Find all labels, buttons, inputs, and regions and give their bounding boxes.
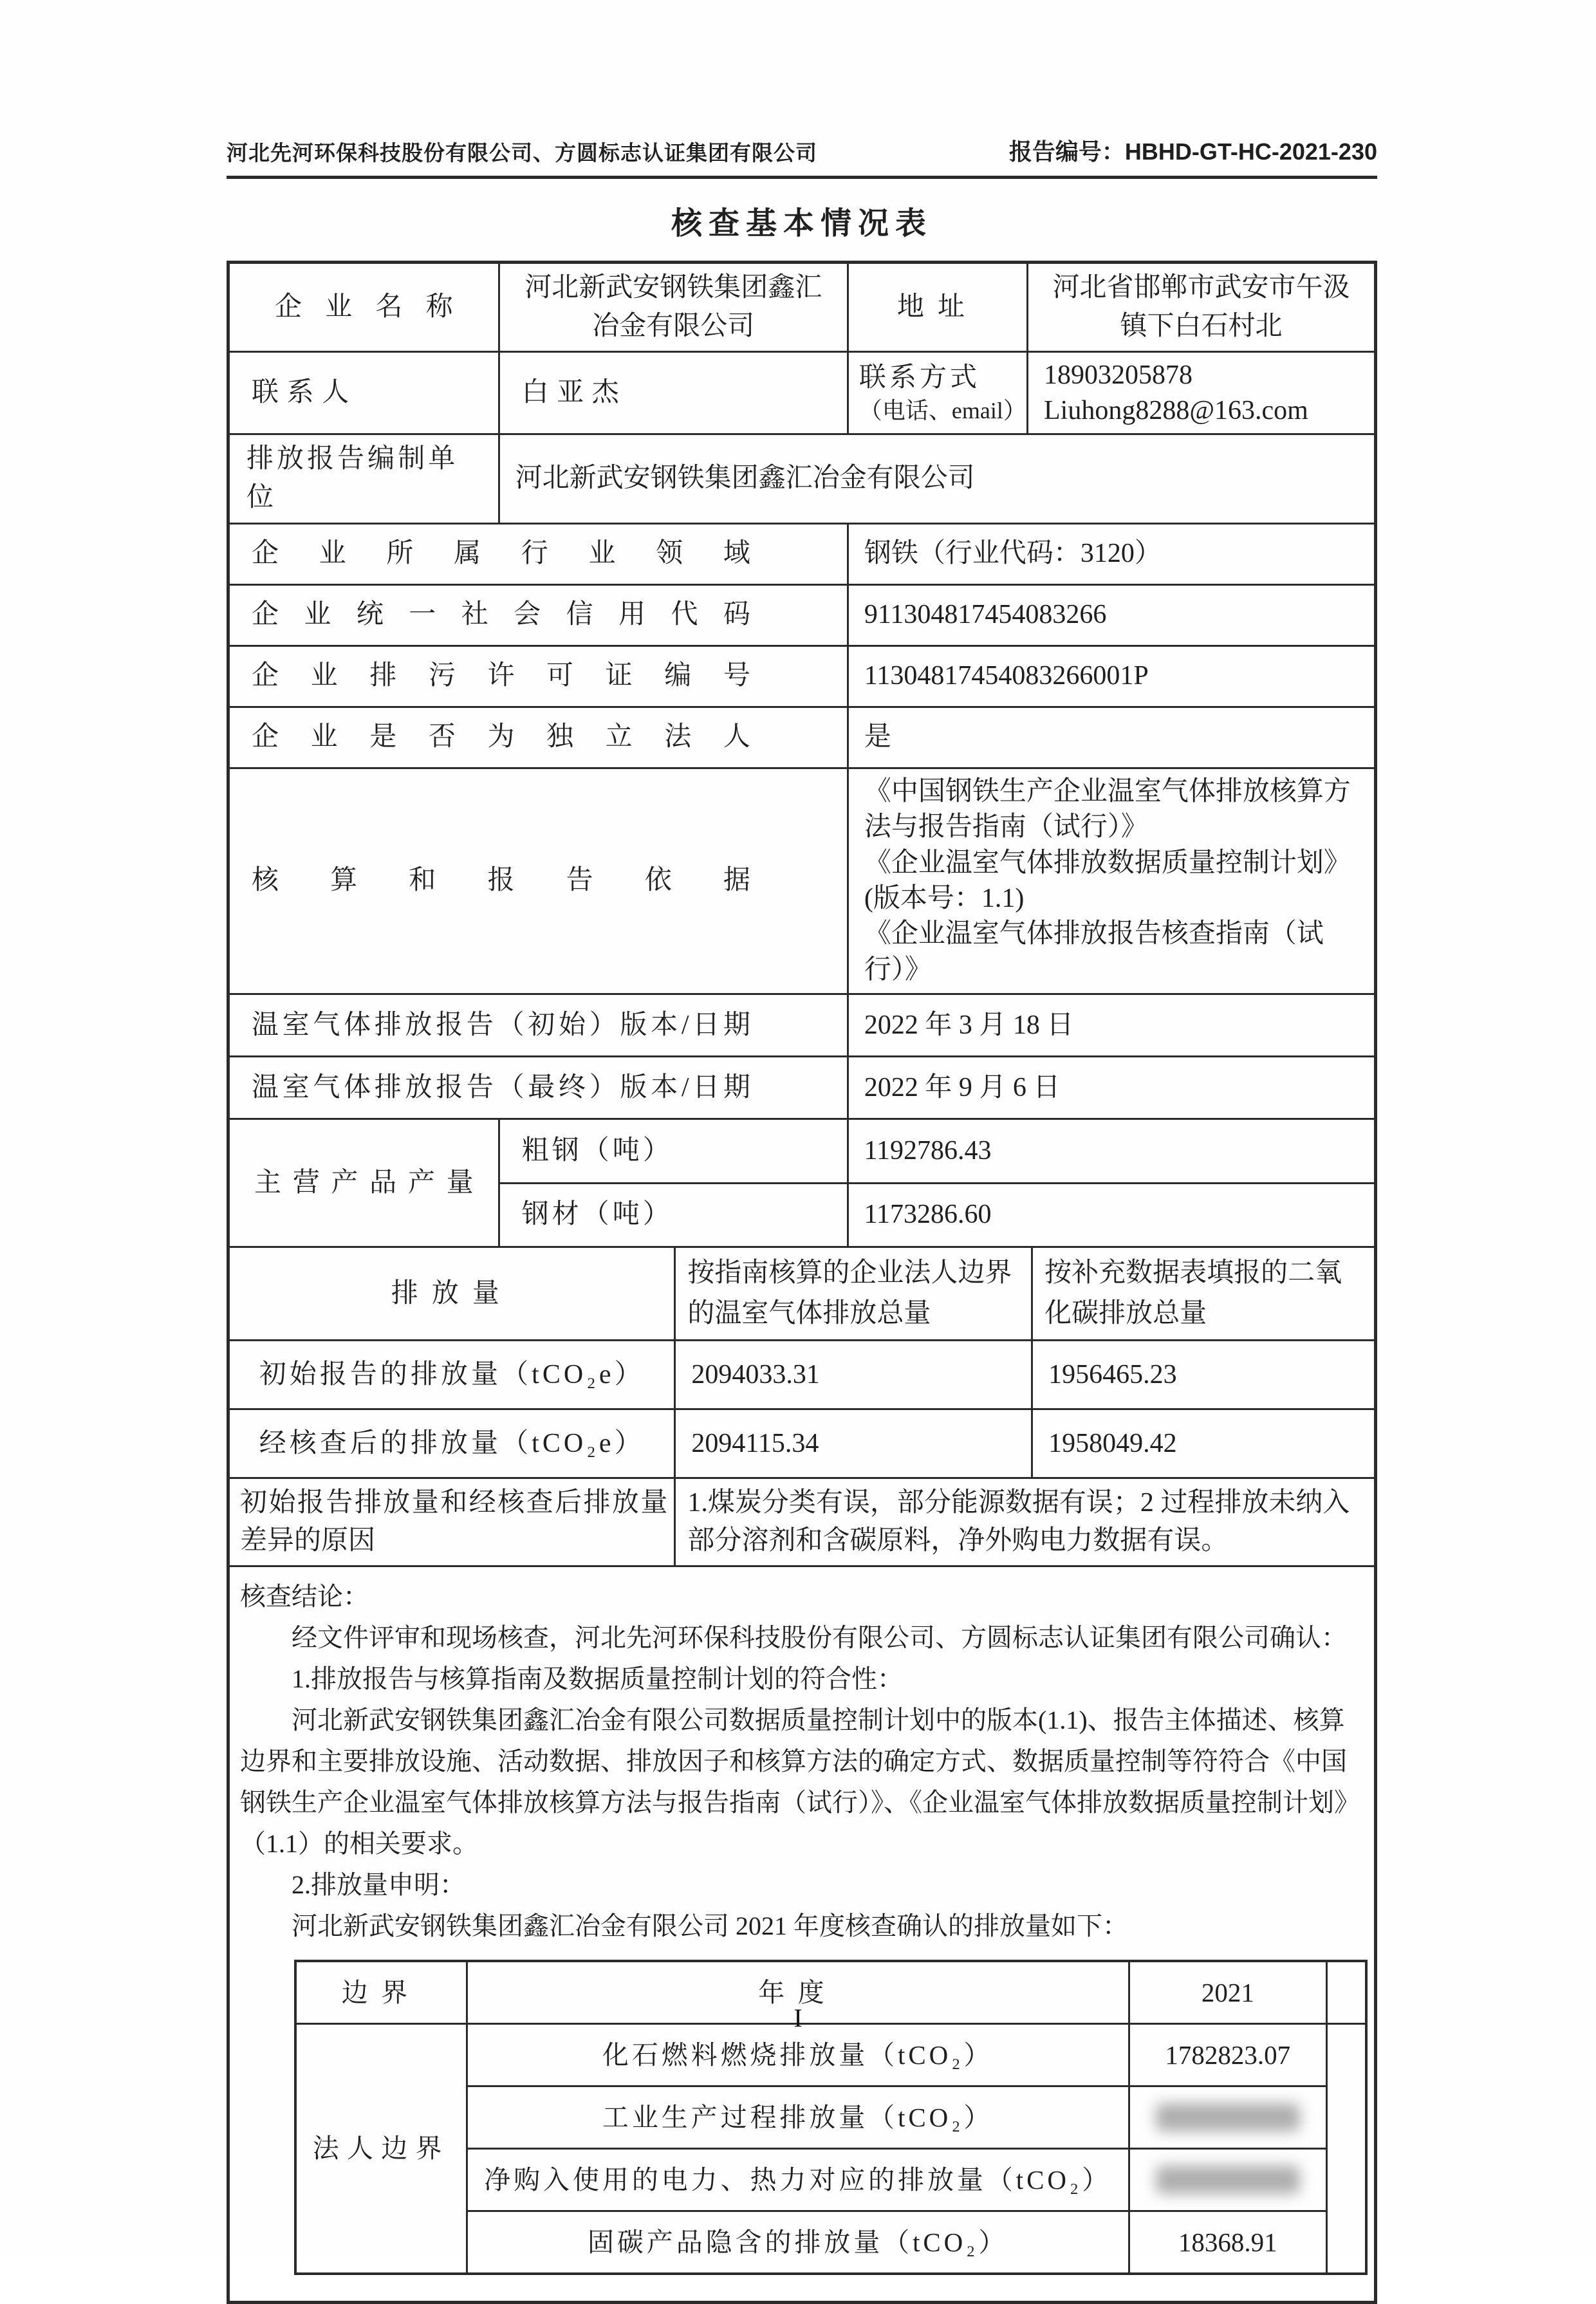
emission-category: 工业生产过程排放量（tCO₂）	[468, 2087, 1130, 2148]
field-value: 河北新武安钢铁集团鑫汇冶金有限公司	[500, 264, 849, 351]
boundary-label: 法人边界	[297, 2025, 468, 2272]
table-row-emissions-header	[230, 1248, 1374, 1341]
table-row	[230, 525, 1374, 586]
annual-rows	[468, 2025, 1328, 2272]
empty-cell	[1328, 2025, 1365, 2272]
contact-phone: 18903205878	[1044, 360, 1193, 391]
field-value: 2022 年 3 月 18 日	[864, 1010, 1074, 1040]
verifier-organizations: 河北先河环保科技股份有限公司、方圆标志认证集团有限公司	[227, 141, 817, 165]
conclusion-paragraph: 河北新武安钢铁集团鑫汇冶金有限公司数据质量控制计划中的版本(1.1)、报告主体描述、核算边界和主要排放设施、活动数据、排放因子和核算方法的确定方式、数据质量控制等符符合《中国钢铁生产企业温室气体排放核算方法与报告指南（试行）》、《企业温室气体排放数据质量控制计划》（1.1）的相关要求。	[240, 1705, 1360, 1858]
field-value: 钢铁（行业代码：3120）	[864, 538, 1162, 568]
field-value: 河北新武安钢铁集团鑫汇冶金有限公司	[515, 463, 975, 494]
report-number	[1009, 134, 1377, 167]
redaction-blur	[1156, 2166, 1300, 2194]
field-label: 联系人	[230, 353, 500, 433]
conclusion-cell	[230, 1567, 1374, 2301]
field-label: 企业统一社会信用代码	[230, 586, 849, 645]
emission-value: 1782823.07	[1130, 2025, 1328, 2085]
table-row	[500, 1120, 1374, 1184]
emission-category: 净购入使用的电力、热力对应的排放量（tCO₂）	[468, 2150, 1130, 2210]
table-row	[468, 2087, 1328, 2150]
field-label: 温室气体排放报告（初始）版本/日期	[230, 995, 849, 1055]
table-row	[230, 1341, 1374, 1410]
field-value	[849, 769, 1374, 994]
field-label: 联系方式 （电话、email）	[849, 353, 1028, 433]
column-header: 按指南核算的企业法人边界的温室气体排放总量	[676, 1248, 1033, 1339]
field-label: 初始报告的排放量（tCO₂e）	[230, 1341, 676, 1408]
table-row	[230, 264, 1374, 353]
column-header: 边界	[297, 1962, 468, 2023]
conclusion-paragraph: 1.排放报告与核算指南及数据质量控制计划的符合性：	[292, 1664, 903, 1693]
table-row	[468, 2150, 1328, 2212]
table-row	[500, 1184, 1374, 1247]
product-name: 钢材（吨）	[500, 1184, 849, 1247]
page-title: 核查基本情况表	[671, 207, 933, 241]
column-header: 2021	[1130, 1962, 1328, 2023]
field-value: 2094033.31	[676, 1341, 1033, 1408]
field-value: 是	[864, 721, 891, 752]
table-body	[297, 2025, 1365, 2272]
document-sheet	[227, 134, 1377, 2304]
field-label: 温室气体排放报告（最终）版本/日期	[230, 1057, 849, 1118]
table-row	[230, 995, 1374, 1057]
emission-value: 18368.91	[1130, 2212, 1328, 2272]
field-value: 白亚杰	[500, 353, 849, 433]
field-label: 企业所属行业领域	[230, 525, 849, 584]
field-label: 地址	[849, 264, 1028, 351]
basis-item: 《中国钢铁生产企业温室气体排放核算方法与报告指南（试行）》	[864, 776, 1351, 842]
emission-value-redacted	[1130, 2087, 1328, 2148]
report-number-label: 报告编号：	[1008, 138, 1125, 165]
field-label: 企业名称	[230, 264, 500, 351]
contact-email: Liuhong8288@163.com	[1044, 395, 1308, 425]
emission-category: 固碳产品隐含的排放量（tCO₂）	[468, 2212, 1130, 2272]
column-header: 按补充数据表填报的二氧化碳排放总量	[1044, 1258, 1342, 1329]
field-value: 1.煤炭分类有误，部分能源数据有误；2 过程排放未纳入部分溶剂和含碳原料，净外购电力数据有误。	[687, 1488, 1350, 1556]
table-row	[230, 647, 1374, 708]
field-value: 911304817454083266	[864, 599, 1107, 629]
table-row-conclusion	[230, 1567, 1374, 2301]
field-label: 核算和报告依据	[230, 769, 849, 994]
table-row	[468, 2025, 1328, 2087]
product-value: 1173286.60	[864, 1200, 992, 1230]
table-row	[230, 1410, 1374, 1479]
field-value: 1958049.42	[1048, 1428, 1177, 1458]
field-value: 1956465.23	[1048, 1359, 1177, 1389]
conclusion-paragraph: 河北新武安钢铁集团鑫汇冶金有限公司 2021 年度核查确认的排放量如下：	[292, 1911, 1128, 1940]
table-row	[230, 435, 1374, 524]
field-label: 经核查后的排放量（tCO₂e）	[230, 1410, 676, 1477]
column-header: 年度	[468, 1962, 1130, 2023]
field-label: 初始报告排放量和经核查后排放量差异的原因	[230, 1479, 676, 1565]
conclusion-heading: 核查结论：	[240, 1581, 369, 1611]
conclusion-paragraph: 经文件评审和现场核查，河北先河环保科技股份有限公司、方圆标志认证集团有限公司确认：	[292, 1622, 1347, 1652]
table-row	[230, 586, 1374, 647]
field-value: 2094115.34	[676, 1410, 1033, 1477]
redaction-blur	[1156, 2103, 1300, 2132]
field-label: 企业是否为独立法人	[230, 708, 849, 767]
emission-value-redacted	[1130, 2150, 1328, 2210]
basis-item: 《企业温室气体排放报告核查指南（试行）》	[864, 919, 1324, 985]
document-header	[227, 134, 1377, 179]
field-value: 2022 年 9 月 6 日	[864, 1072, 1061, 1102]
products-subtable	[500, 1120, 1374, 1246]
column-header: 排放量	[230, 1248, 676, 1339]
table-row	[230, 708, 1374, 769]
field-value: 河北省邯郸市武安市午汲镇下白石村北	[1052, 273, 1350, 341]
verification-basic-info-table	[227, 261, 1377, 2304]
product-value: 1192786.43	[864, 1135, 992, 1166]
field-value: 11304817454083266001P	[864, 660, 1149, 691]
conclusion-paragraph: 2.排放量申明：	[292, 1870, 465, 1899]
field-label: 主营产品产量	[230, 1120, 500, 1246]
field-label: 企业排污许可证编号	[230, 647, 849, 706]
report-number-value: HBHD-GT-HC-2021-230	[1124, 138, 1377, 165]
table-row-group-products	[230, 1120, 1374, 1248]
table-row	[230, 353, 1374, 435]
page-number: I	[793, 2003, 803, 2032]
table-row	[230, 1057, 1374, 1120]
table-row	[468, 2212, 1328, 2272]
table-row	[230, 1479, 1374, 1567]
field-value	[1028, 353, 1374, 433]
product-name: 粗钢（吨）	[500, 1120, 849, 1182]
emission-category: 化石燃料燃烧排放量（tCO₂）	[468, 2025, 1130, 2085]
basis-item: 《企业温室气体排放数据质量控制计划》(版本号：1.1)	[864, 848, 1351, 913]
table-row	[230, 769, 1374, 996]
field-label: 排放报告编制单位	[230, 435, 500, 522]
